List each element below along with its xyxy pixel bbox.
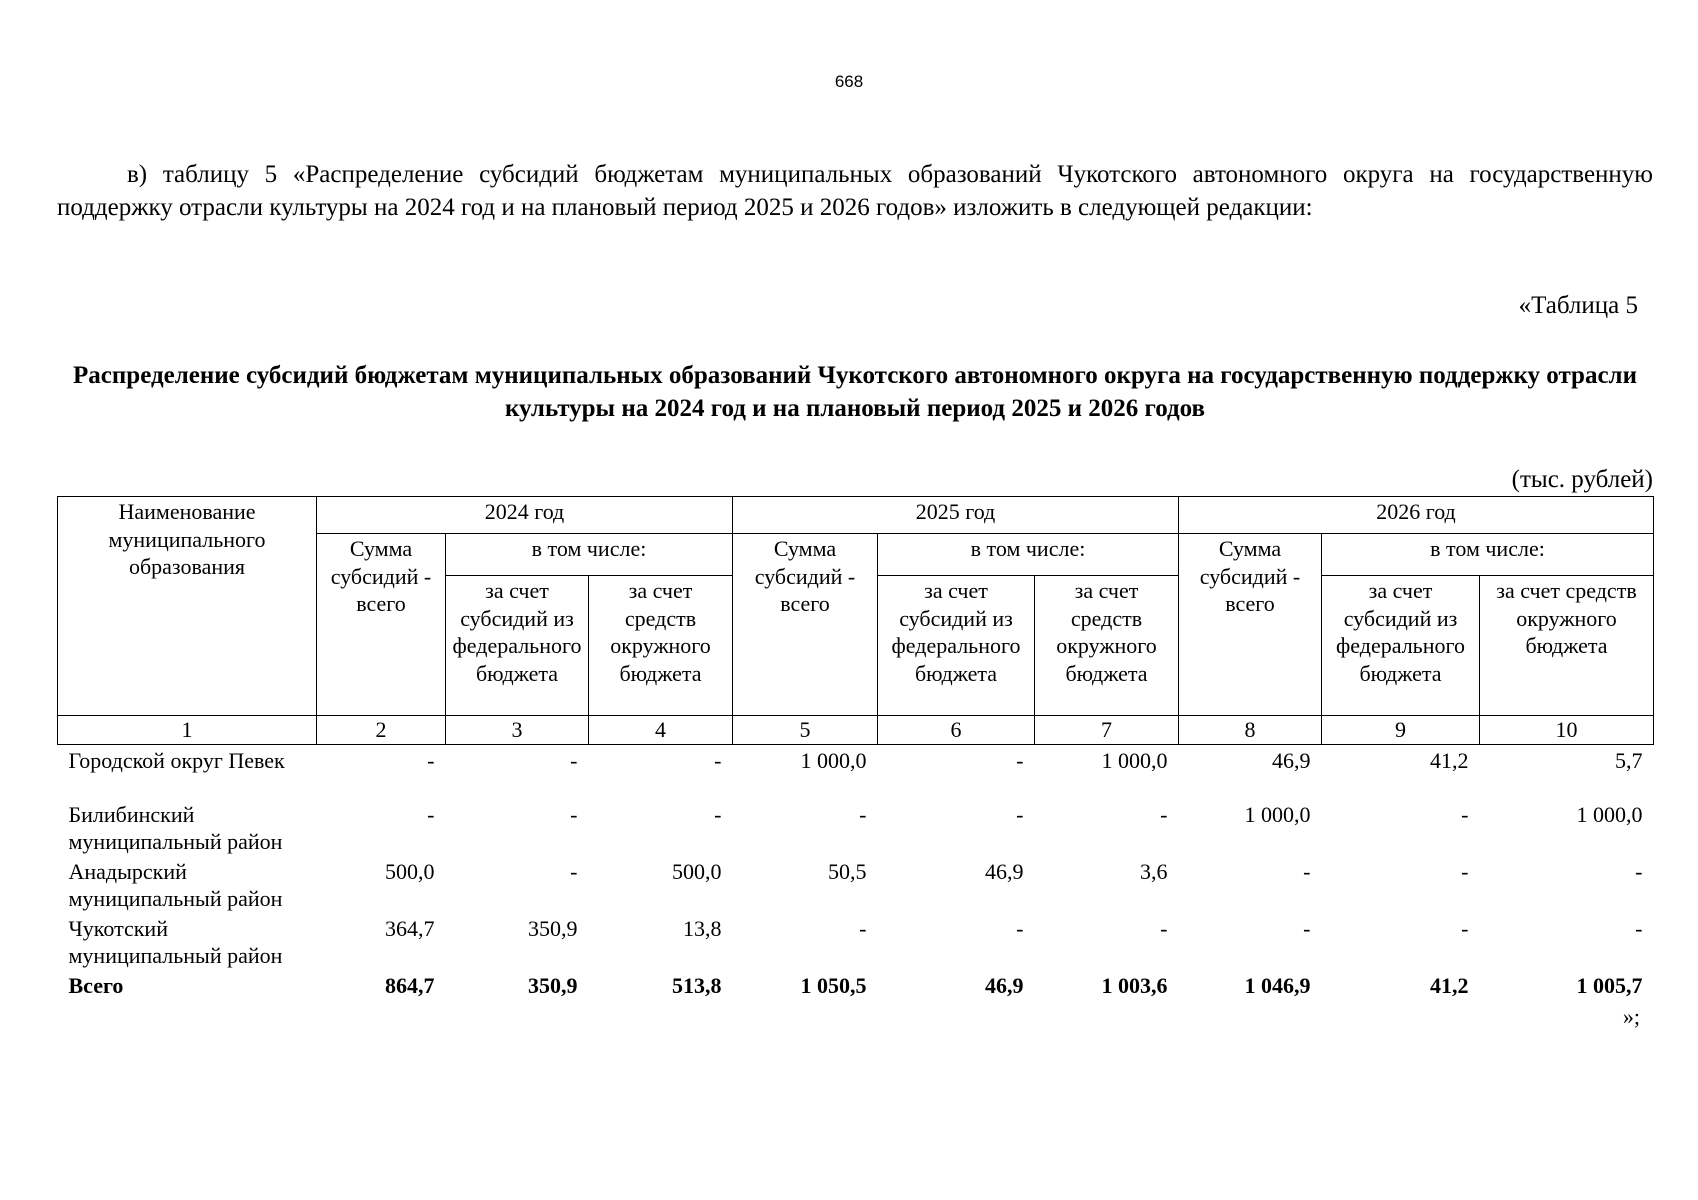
table-cell: -	[1016, 801, 1024, 827]
total-cell: 350,9	[528, 972, 578, 998]
table-cell: -	[1016, 915, 1024, 941]
total-cell: 513,8	[672, 972, 722, 998]
column-number: 7	[1035, 716, 1179, 745]
total-cell: 41,2	[1430, 972, 1469, 998]
page-number: 668	[834, 72, 864, 91]
column-number: 10	[1480, 716, 1654, 745]
header-year-2026: 2026 год	[1179, 497, 1654, 534]
header-total-2024: Сумма субсидий - всего	[317, 534, 446, 716]
table-cell: -	[1303, 915, 1311, 941]
total-cell: 1 005,7	[1576, 972, 1643, 998]
table-cell: 500,0	[385, 858, 435, 884]
intro-paragraph: в) таблицу 5 «Распределение субсидий бюджетам муниципальных образований Чукотского автономного округа на государственную поддержку отрасли культуры на 2024 год и на плановый период 2025 и 2026 годов» изложить в следующей редакции:	[57, 161, 1653, 221]
header-including-2025: в том числе:	[878, 534, 1179, 576]
table-row	[58, 913, 1654, 970]
table-cell: -	[1461, 858, 1469, 884]
table-cell: 364,7	[385, 915, 435, 941]
table-cell: -	[1160, 915, 1168, 941]
table-cell: -	[1461, 801, 1469, 827]
table-cell: -	[1160, 801, 1168, 827]
column-number: 4	[589, 716, 733, 745]
column-number: 6	[878, 716, 1035, 745]
column-number: 9	[1322, 716, 1480, 745]
header-including-2024: в том числе:	[446, 534, 733, 576]
table-cell: 500,0	[672, 858, 722, 884]
table-cell: 1 000,0	[1576, 801, 1643, 827]
column-number: 3	[446, 716, 589, 745]
municipality-name: Анадырский муниципальный район	[68, 858, 283, 911]
total-cell: 46,9	[985, 972, 1024, 998]
table-row	[58, 799, 1654, 856]
table-cell: -	[570, 801, 578, 827]
table-cell: -	[1016, 747, 1024, 773]
table-cell: 1 000,0	[1244, 801, 1311, 827]
table-cell: 46,9	[1272, 747, 1311, 773]
table-cell: 13,8	[683, 915, 722, 941]
total-cell: 1 046,9	[1244, 972, 1311, 998]
table-cell: 50,5	[828, 858, 867, 884]
table-cell: -	[570, 858, 578, 884]
header-federal-2026: за счет субсидий из федерального бюджета	[1322, 576, 1480, 716]
table-cell: 3,6	[1140, 858, 1168, 884]
table-cell: -	[714, 801, 722, 827]
total-row	[58, 970, 1654, 1002]
header-total-2026: Сумма субсидий - всего	[1179, 534, 1322, 716]
header-regional-2026: за счет средств окружного бюджета	[1480, 576, 1654, 716]
table-cell: -	[1635, 915, 1643, 941]
column-number: 1	[58, 716, 317, 745]
header-regional-2025: за счет средств окружного бюджета	[1035, 576, 1179, 716]
table-cell: -	[427, 801, 435, 827]
table-cell: -	[859, 801, 867, 827]
subsidy-table	[57, 496, 1654, 1002]
municipality-name: Городской округ Певек	[68, 747, 285, 773]
table-cell: -	[714, 747, 722, 773]
header-federal-2025: за счет субсидий из федерального бюджета	[878, 576, 1035, 716]
column-number: 8	[1179, 716, 1322, 745]
units-label: (тыс. рублей)	[1511, 466, 1653, 493]
municipality-name: Билибинский муниципальный район	[68, 801, 283, 854]
header-year-2025: 2025 год	[733, 497, 1179, 534]
total-cell: 1 050,5	[800, 972, 867, 998]
table-cell: -	[1635, 858, 1643, 884]
table-label: «Таблица 5	[1518, 292, 1638, 319]
table-cell: 5,7	[1615, 747, 1643, 773]
table-row	[58, 856, 1654, 913]
total-label: Всего	[68, 972, 124, 998]
table-row	[58, 744, 1654, 799]
table-cell: 46,9	[985, 858, 1024, 884]
header-federal-2024: за счет субсидий из федерального бюджета	[446, 576, 589, 716]
header-including-2026: в том числе:	[1322, 534, 1654, 576]
table-cell: -	[1461, 915, 1469, 941]
total-cell: 864,7	[385, 972, 435, 998]
header-year-2024: 2024 год	[317, 497, 733, 534]
table-title: Распределение субсидий бюджетам муниципальных образований Чукотского автономного округа на государственную поддержку отрасли культуры на 2024 год и на плановый период 2025 и 2026 годов	[73, 362, 1637, 422]
closing-quote: »;	[1622, 1004, 1640, 1029]
table-cell: -	[859, 915, 867, 941]
table-cell: 41,2	[1430, 747, 1469, 773]
column-number: 2	[317, 716, 446, 745]
total-cell: 1 003,6	[1101, 972, 1168, 998]
table-cell: -	[1303, 858, 1311, 884]
table-cell: -	[427, 747, 435, 773]
table-cell: -	[570, 747, 578, 773]
table-cell: 350,9	[528, 915, 578, 941]
header-total-2025: Сумма субсидий - всего	[733, 534, 878, 716]
municipality-name: Чукотский муниципальный район	[68, 915, 283, 968]
header-regional-2024: за счет средств окружного бюджета	[589, 576, 733, 716]
column-number: 5	[733, 716, 878, 745]
table-cell: 1 000,0	[1101, 747, 1168, 773]
table-cell: 1 000,0	[800, 747, 867, 773]
header-name-column: Наименование муниципального образования	[58, 497, 317, 716]
